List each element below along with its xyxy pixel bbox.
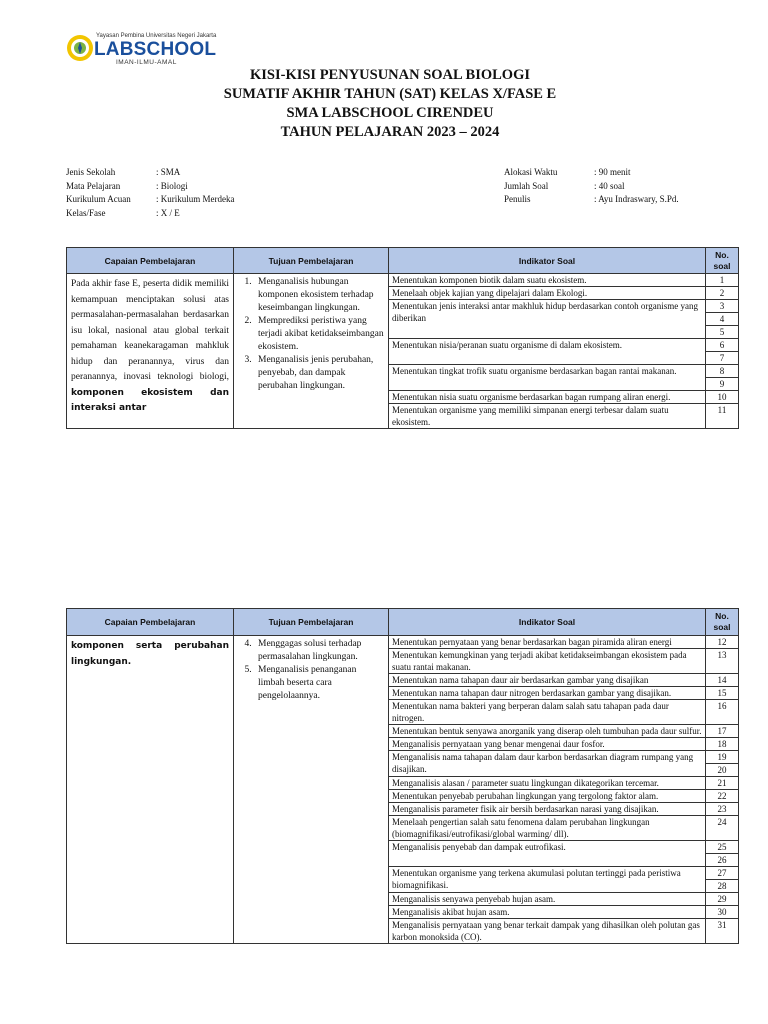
tujuan-item: 3. Menganalisis jenis perubahan, penyebab, dan dampak perubahan lingkungan.: [254, 354, 384, 393]
no-soal-cell: [706, 687, 739, 700]
no-soal-number: 24: [717, 817, 727, 827]
tujuan-cell: [234, 274, 389, 429]
header-no-line: No.: [715, 249, 729, 260]
no-soal-cell: [706, 636, 739, 649]
tujuan-cell: [234, 636, 389, 944]
no-soal-number: 16: [717, 701, 727, 711]
indikator-cell: Menganalisis alasan / parameter suatu lingkungan dikategorikan tercemar.: [389, 777, 706, 790]
indikator-cell: Menganalisis nama tahapan dalam daur karbon berdasarkan diagram rumpang yang disajikan.: [389, 751, 706, 777]
no-soal-cell: [706, 738, 739, 751]
logo-tagline: Yayasan Pembina Universitas Negeri Jakarta: [96, 33, 217, 39]
meta-value: : 40 soal: [594, 180, 625, 191]
no-soal-number: 18: [717, 739, 727, 749]
no-soal-cell: [706, 919, 739, 944]
header-no-line: No.: [715, 611, 729, 621]
indikator-cell: Menentukan penyebab perubahan lingkungan yang tergolong faktor alam.: [389, 790, 706, 803]
meta-right: [504, 166, 679, 207]
no-soal-number: 17: [717, 726, 727, 736]
meta-value: : X / E: [156, 207, 180, 218]
no-soal-number: 1: [719, 275, 725, 285]
no-soal-cell: [706, 751, 739, 777]
capaian-cell: [67, 636, 234, 944]
no-soal-cell: [706, 893, 739, 906]
indikator-cell: Menganalisis pernyataan yang benar terkait dampak yang dihasilkan oleh polutan gas karbon monoksida (CO).: [389, 919, 706, 944]
no-soal-cell: [706, 274, 739, 287]
no-soal-cell: [706, 339, 739, 365]
meta-key: Jenis Sekolah: [66, 167, 116, 177]
header-tujuan: Tujuan Pembelajaran: [234, 609, 389, 636]
no-soal-number: 29: [717, 894, 727, 904]
tujuan-item: 1. Menganalisis hubungan komponen ekosistem terhadap keseimbangan lingkungan.: [254, 276, 384, 315]
meta-value: : Biologi: [156, 180, 188, 191]
no-soal-cell: [706, 300, 739, 339]
meta-key: Alokasi Waktu: [504, 167, 558, 177]
labschool-emblem-icon: [66, 34, 94, 62]
header-no-soal: [706, 609, 739, 636]
indikator-cell: Menentukan nisia suatu organisme berdasarkan bagan rumpang aliran energi.: [389, 391, 706, 404]
header-capaian: Capaian Pembelajaran: [67, 609, 234, 636]
meta-row: [66, 180, 234, 194]
table-row: [67, 274, 739, 287]
header-indikator: Indikator Soal: [389, 609, 706, 636]
tujuan-list: [234, 638, 384, 703]
indikator-cell: Menganalisis penyebab dan dampak eutrofikasi.: [389, 841, 706, 867]
capaian-text: Pada akhir fase E, peserta didik memiliki kemampuan menciptakan solusi atas permasalahan-permasalahan berdasarkan isu lokal, nasional atau global terkait pemahaman keanekaragaman mahkluk hidup dan peranannya, virus dan peranannya, inovasi teknologi biologi,: [71, 279, 229, 382]
no-soal-cell: [706, 287, 739, 300]
title-line: TAHUN PELAJARAN 2023 – 2024: [280, 124, 500, 140]
meta-value: : SMA: [156, 167, 181, 177]
capaian-bold-text: komponen serta perubahan lingkungan.: [71, 641, 229, 667]
no-soal-cell: [706, 365, 739, 391]
table-row: [67, 636, 739, 649]
indikator-cell: Menganalisis akibat hujan asam.: [389, 906, 706, 919]
indikator-cell: Menentukan nama bakteri yang berperan dalam salah satu tahapan pada daur nitrogen.: [389, 700, 706, 725]
indikator-cell: Menentukan organisme yang memiliki simpanan energi terbesar dalam suatu ekosistem.: [389, 404, 706, 429]
no-soal-number: 15: [717, 688, 727, 698]
indikator-cell: Menentukan jenis interaksi antar makhluk hidup berdasarkan contoh organisme yang diberikan: [389, 300, 706, 339]
no-soal-number: 4: [706, 313, 738, 326]
header-soal-line: soal: [713, 260, 731, 271]
header-tujuan: Tujuan Pembelajaran: [234, 248, 389, 274]
no-soal-cell: [706, 867, 739, 893]
no-soal-cell: [706, 803, 739, 816]
no-soal-cell: [706, 725, 739, 738]
tujuan-list: [234, 276, 384, 393]
meta-left: [66, 166, 234, 220]
meta-value: : Kurikulum Merdeka: [156, 194, 235, 204]
indikator-cell: Menelaah pengertian salah satu fenomena dalam perubahan lingkungan (biomagnifikasi/eutrofikasi/global warming/ dll).: [389, 816, 706, 841]
no-soal-number: 3: [706, 300, 738, 313]
no-soal-cell: [706, 790, 739, 803]
header-indikator: Indikator Soal: [389, 248, 706, 274]
indikator-cell: Menganalisis pernyataan yang benar mengenai daur fosfor.: [389, 738, 706, 751]
indikator-cell: Menentukan bentuk senyawa anorganik yang diserap oleh tumbuhan pada daur sulfur.: [389, 725, 706, 738]
no-soal-cell: [706, 391, 739, 404]
no-soal-number: 31: [717, 920, 727, 930]
tujuan-item: 2. Memprediksi peristiwa yang terjadi akibat ketidakseimbangan ekosistem.: [254, 315, 384, 354]
indikator-cell: Menentukan organisme yang terkena akumulasi polutan tertinggi pada peristiwa biomagnifikasi.: [389, 867, 706, 893]
indikator-cell: Menentukan komponen biotik dalam suatu ekosistem.: [389, 274, 706, 287]
no-soal-number: 12: [717, 637, 727, 647]
meta-row: [504, 180, 679, 194]
tujuan-item: 5. Menganalisis penanganan limbah beserta cara pengelolaannya.: [254, 664, 384, 703]
indikator-cell: Menganalisis senyawa penyebab hujan asam.: [389, 893, 706, 906]
meta-row: [66, 193, 234, 207]
indikator-cell: Menentukan tingkat trofik suatu organisme berdasarkan bagan rantai makanan.: [389, 365, 706, 391]
no-soal-number: 6: [706, 339, 738, 352]
meta-key: Mata Pelajaran: [66, 180, 121, 191]
capaian-bold-text: komponen ekosistem dan interaksi antar: [71, 387, 229, 413]
kisi-table-2: [66, 608, 739, 944]
meta-row: [504, 166, 679, 180]
header-capaian: Capaian Pembelajaran: [67, 248, 234, 274]
meta-value: : 90 menit: [594, 167, 631, 177]
no-soal-number: 22: [717, 791, 727, 801]
logo-motto: IMAN-ILMU-AMAL: [116, 59, 177, 66]
no-soal-cell: [706, 674, 739, 687]
no-soal-number: 5: [719, 327, 725, 337]
capaian-cell: [67, 274, 234, 429]
no-soal-number: 28: [717, 881, 727, 891]
no-soal-number: 27: [706, 867, 738, 880]
no-soal-number: 14: [717, 675, 727, 685]
meta-key: Kurikulum Acuan: [66, 194, 131, 204]
indikator-cell: Menentukan nisia/peranan suatu organisme di dalam ekosistem.: [389, 339, 706, 365]
indikator-cell: Menentukan nama tahapan daur nitrogen berdasarkan gambar yang disajikan.: [389, 687, 706, 700]
meta-key: Penulis: [504, 194, 531, 204]
meta-row: [66, 207, 234, 221]
header-soal-line: soal: [713, 622, 731, 632]
no-soal-number: 9: [719, 379, 725, 389]
document-title: [0, 66, 768, 142]
meta-key: Kelas/Fase: [66, 207, 106, 218]
no-soal-number: 13: [717, 650, 727, 660]
meta-row: [504, 193, 679, 207]
no-soal-cell: [706, 700, 739, 725]
meta-row: [66, 166, 234, 180]
kisi-table-1: [66, 247, 739, 429]
no-soal-number: 11: [717, 405, 727, 415]
no-soal-number: 10: [717, 392, 727, 402]
no-soal-cell: [706, 649, 739, 674]
no-soal-number: 26: [717, 855, 727, 865]
no-soal-number: 25: [706, 841, 738, 854]
no-soal-number: 30: [717, 907, 727, 917]
indikator-cell: Menentukan nama tahapan daur air berdasarkan gambar yang disajikan: [389, 674, 706, 687]
no-soal-cell: [706, 404, 739, 429]
no-soal-cell: [706, 816, 739, 841]
no-soal-cell: [706, 777, 739, 790]
indikator-cell: Menentukan pernyataan yang benar berdasarkan bagan piramida aliran energi: [389, 636, 706, 649]
logo-name: LABSCHOOL: [94, 39, 217, 60]
no-soal-number: 8: [706, 365, 738, 378]
title-line: SUMATIF AKHIR TAHUN (SAT) KELAS X/FASE E: [223, 86, 557, 102]
no-soal-number: 23: [717, 804, 727, 814]
title-line: SMA LABSCHOOL CIRENDEU: [286, 105, 494, 121]
no-soal-number: 19: [706, 751, 738, 764]
meta-key: Jumlah Soal: [504, 180, 549, 191]
title-line: KISI-KISI PENYUSUNAN SOAL BIOLOGI: [249, 67, 530, 83]
no-soal-number: 2: [719, 288, 725, 298]
indikator-cell: Menganalisis parameter fisik air bersih berdasarkan narasi yang disajikan.: [389, 803, 706, 816]
header-no-soal: [706, 248, 739, 274]
tujuan-item: 4. Menggagas solusi terhadap permasalahan lingkungan.: [254, 638, 384, 664]
no-soal-number: 7: [719, 353, 725, 363]
meta-value: : Ayu Indraswary, S.Pd.: [594, 194, 679, 204]
no-soal-number: 20: [717, 765, 727, 775]
no-soal-number: 21: [717, 778, 727, 788]
indikator-cell: Menentukan kemungkinan yang terjadi akibat ketidakseimbangan ekosistem pada suatu rantai makanan.: [389, 649, 706, 674]
no-soal-cell: [706, 906, 739, 919]
indikator-cell: Menelaah objek kajian yang dipelajari dalam Ekologi.: [389, 287, 706, 300]
no-soal-cell: [706, 841, 739, 867]
